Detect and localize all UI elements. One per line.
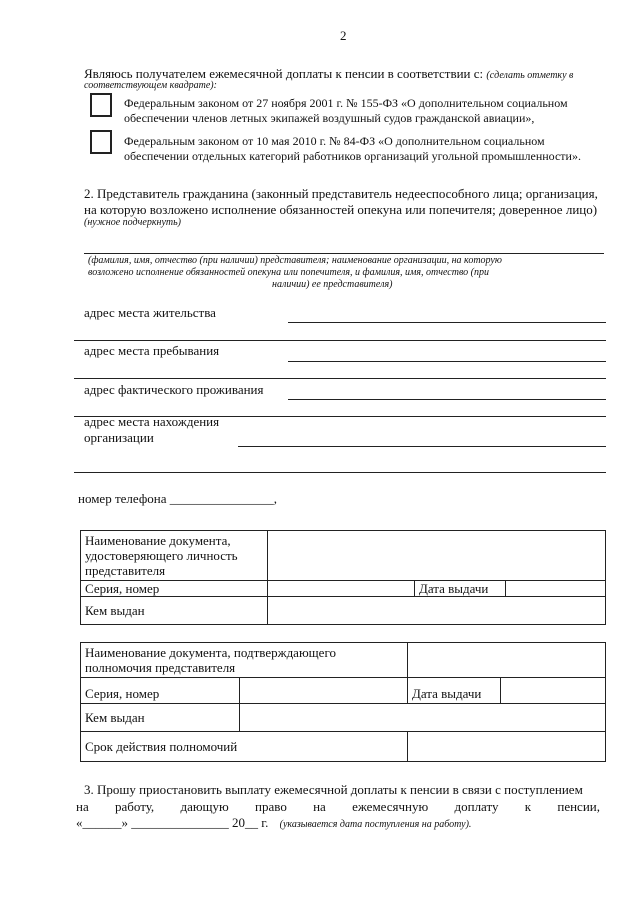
law-84-line2: обеспечении отдельных категорий работников организаций угольной промышленности». [124,149,581,163]
identity-doc-name-text: Наименование документа, удостоверяющего личность представителя [85,533,238,578]
section3-line2: на работу, дающую право на ежемесячную доплату к пенсии, [76,799,600,814]
employment-date-note: (указывается дата поступления на работу). [279,819,472,830]
address-stay-line-2[interactable] [74,378,606,379]
authority-doc-name-label [81,643,408,678]
representative-caption-2: возложено исполнение обязанностей опекуна или попечителя, и фамилия, имя, отчество (при [88,267,489,278]
address-org-line-1[interactable] [238,446,606,447]
address-actual-line-1[interactable] [288,399,606,400]
representative-caption-1: (фамилия, имя, отчество (при наличии) представителя; наименование организации, на которую [88,255,502,266]
identity-document-table [80,530,606,625]
identity-issued-by-value[interactable] [268,597,606,625]
identity-series-value[interactable] [268,581,415,597]
section3-date-row [76,815,471,831]
recipient-intro-text: Являюсь получателем ежемесячной доплаты к пенсии в соответствии с: [84,66,484,81]
authority-date-label: Дата выдачи [408,678,501,704]
address-residence-line-2[interactable] [74,340,606,341]
address-org-label-2: организации [84,430,154,445]
law-155-line1: Федеральным законом от 27 ноября 2001 г. № 155-ФЗ «О дополнительном социальном [124,96,568,110]
section2-note: (нужное подчеркнуть) [84,217,181,228]
law-84-checkbox[interactable] [90,130,112,154]
authority-validity-label: Срок действия полномочий [81,732,408,762]
page-number: 2 [340,28,347,43]
identity-date-label: Дата выдачи [415,581,506,597]
recipient-intro-note: (сделать отметку в [486,70,574,81]
authority-issued-by-value[interactable] [240,704,606,732]
representative-caption-3: наличии) ее представителя) [272,279,393,290]
phone-label [78,491,277,506]
section2-line2: на которую возложено исполнение обязанностей опекуна или попечителя; доверенное лицо) [84,202,598,217]
address-stay-label: адрес места пребывания [84,343,220,358]
section2-line1: 2. Представитель гражданина (законный представитель недееспособного лица; организация, [84,186,598,201]
authority-series-label: Серия, номер [81,678,240,704]
identity-doc-name-value[interactable] [268,531,606,581]
address-org-line-2[interactable] [74,472,606,473]
authority-validity-value[interactable] [408,732,606,762]
authority-date-value[interactable] [501,678,606,704]
phone-label-text: номер телефона [78,491,167,506]
law-155-line2: обеспечении членов летных экипажей воздушный судов гражданской авиации», [124,111,535,125]
section3-line1: 3. Прошу приостановить выплату ежемесячной доплаты к пенсии в связи с поступлением [84,782,583,797]
representative-name-line[interactable] [84,253,604,254]
authority-doc-name-text: Наименование документа, подтверждающего полномочия представителя [85,645,336,675]
authority-series-value[interactable] [240,678,408,704]
address-residence-line-1[interactable] [288,322,606,323]
identity-series-label: Серия, номер [81,581,268,597]
address-stay-line-1[interactable] [288,361,606,362]
law-84-line1: Федеральным законом от 10 мая 2010 г. № 84-ФЗ «О дополнительном социальном [124,134,545,148]
address-actual-label: адрес фактического проживания [84,382,264,397]
address-residence-label: адрес места жительства [84,305,216,320]
identity-date-value[interactable] [506,581,606,597]
authority-issued-by-label: Кем выдан [81,704,240,732]
identity-doc-name-label [81,531,268,581]
identity-issued-by-label: Кем выдан [81,597,268,625]
employment-date-input[interactable]: «______» _______________ 20__ г. [76,815,269,830]
law-155-checkbox[interactable] [90,93,112,117]
phone-input[interactable]: ________________, [169,491,277,506]
authority-document-table [80,642,606,762]
recipient-intro-note-2: соответствующем квадрате): [84,80,217,91]
address-org-label-1: адрес места нахождения [84,414,220,429]
authority-doc-name-value[interactable] [408,643,606,678]
